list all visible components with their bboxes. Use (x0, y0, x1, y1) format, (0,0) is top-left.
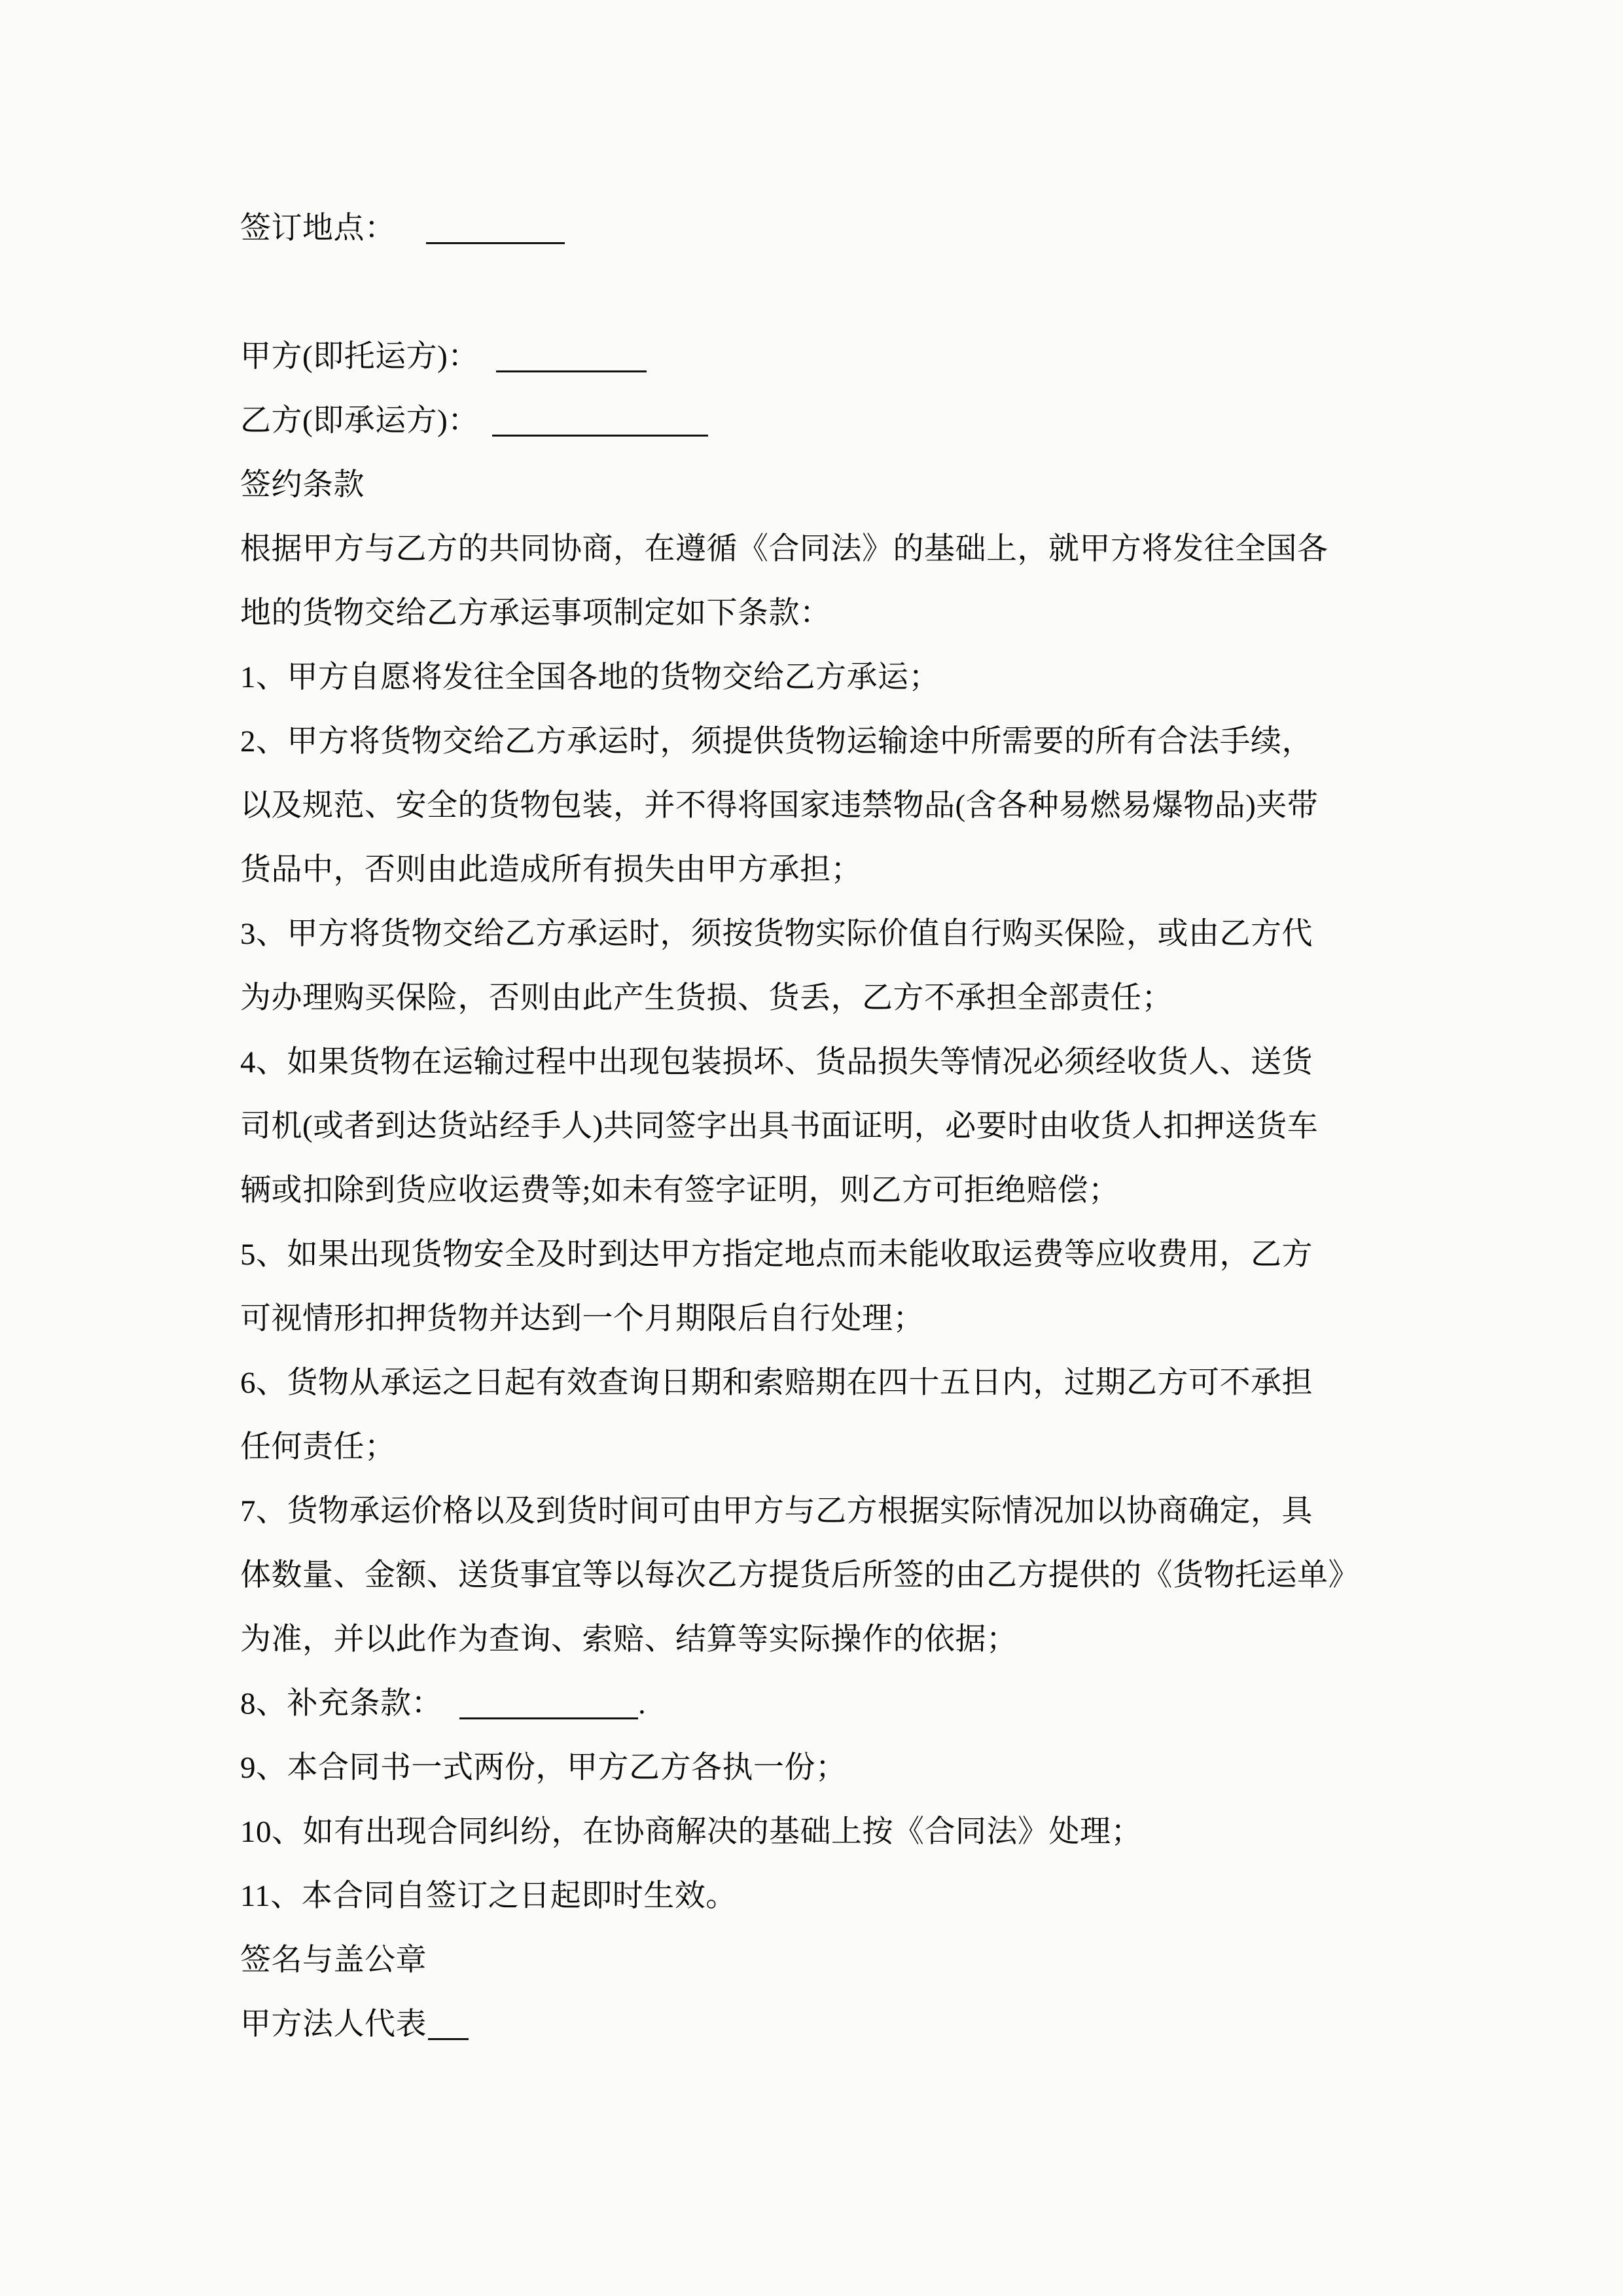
text-line (240, 1287, 1412, 1351)
text-line (240, 1158, 1412, 1223)
text-line (240, 1800, 1412, 1864)
line-text: 2、甲方将货物交给乙方承运时，须提供货物运输途中所需要的所有合法手续， (240, 725, 1313, 759)
line-text: 签约条款 (240, 468, 365, 502)
line-text: 为准，并以此作为查询、索赔、结算等实际操作的依据； (240, 1623, 1018, 1657)
line-text: 甲方法人代表 (240, 2007, 427, 2041)
line-text: 11、本合同自签订之日起即时生效。 (240, 1879, 737, 1913)
line-text: 签名与盖公章 (240, 1943, 427, 1977)
text-line (240, 1672, 1412, 1736)
text-line (240, 838, 1412, 902)
text-line (240, 709, 1412, 774)
line-text: 6、货物从承运之日起有效查询日期和索赔期在四十五日内，过期乙方可不承担 (240, 1366, 1313, 1400)
text-line (240, 645, 1412, 709)
text-line (240, 1030, 1412, 1094)
text-line (240, 453, 1412, 517)
line-text: 10、如有出现合同纠纷，在协商解决的基础上按《合同法》处理； (240, 1815, 1142, 1849)
text-line (240, 902, 1412, 966)
text-line (240, 581, 1412, 645)
line-text: 地的货物交给乙方承运事项制定如下条款： (240, 596, 831, 630)
line-suffix: . (638, 1687, 647, 1721)
line-text: 5、如果出现货物安全及时到达甲方指定地点而未能收取运费等应收费用，乙方 (240, 1238, 1313, 1272)
text-line (240, 1479, 1412, 1543)
fill-in-blank (496, 361, 647, 372)
line-text: 签订地点： (240, 211, 396, 245)
text-line (240, 774, 1412, 838)
text-line (240, 389, 1412, 453)
document-content (240, 196, 1412, 2056)
text-line (240, 1607, 1412, 1672)
text-line (240, 1543, 1412, 1607)
line-text: 辆或扣除到货应收运费等;如未有签字证明，则乙方可拒绝赔偿； (240, 1174, 1120, 1208)
text-line (240, 325, 1412, 389)
line-text: 乙方(即承运方)： (240, 404, 479, 438)
line-text: 体数量、金额、送货事宜等以每次乙方提货后所签的由乙方提供的《货物托运单》 (240, 1558, 1359, 1592)
line-text: 根据甲方与乙方的共同协商，在遵循《合同法》的基础上，就甲方将发往全国各 (240, 532, 1329, 566)
fill-in-blank (492, 425, 708, 437)
line-text: 以及规范、安全的货物包装，并不得将国家违禁物品(含各种易燃易爆物品)夹带 (240, 789, 1319, 823)
line-text: 司机(或者到达货站经手人)共同签字出具书面证明，必要时由收货人扣押送货车 (240, 1109, 1319, 1143)
fill-in-blank (459, 1708, 638, 1719)
blank-line (240, 260, 1412, 325)
line-text: 货品中，否则由此造成所有损失由甲方承担； (240, 853, 862, 887)
line-text: 1、甲方自愿将发往全国各地的货物交给乙方承运； (240, 660, 940, 694)
line-text: 可视情形扣押货物并达到一个月期限后自行处理； (240, 1302, 924, 1336)
text-line (240, 517, 1412, 581)
line-text: 任何责任； (240, 1430, 396, 1464)
text-line (240, 1351, 1412, 1415)
line-text: 4、如果货物在运输过程中出现包装损坏、货品损失等情况必须经收货人、送货 (240, 1045, 1313, 1079)
text-line (240, 1094, 1412, 1158)
text-line (240, 1928, 1412, 1992)
text-line (240, 1864, 1412, 1928)
line-text: 为办理购买保险，否则由此产生货损、货丢，乙方不承担全部责任； (240, 981, 1173, 1015)
line-text: 甲方(即托运方)： (240, 340, 479, 374)
text-line (240, 1415, 1412, 1479)
text-line (240, 196, 1412, 260)
fill-in-blank (426, 233, 565, 244)
line-text: 8、补充条款： (240, 1687, 442, 1721)
line-text: 9、本合同书一式两份，甲方乙方各执一份； (240, 1751, 847, 1785)
fill-in-blank (428, 2029, 469, 2040)
text-line (240, 1992, 1412, 2056)
text-line (240, 1736, 1412, 1800)
text-line (240, 1223, 1412, 1287)
text-line (240, 966, 1412, 1030)
line-text: 3、甲方将货物交给乙方承运时，须按货物实际价值自行购买保险，或由乙方代 (240, 917, 1313, 951)
line-text: 7、货物承运价格以及到货时间可由甲方与乙方根据实际情况加以协商确定，具 (240, 1494, 1313, 1528)
